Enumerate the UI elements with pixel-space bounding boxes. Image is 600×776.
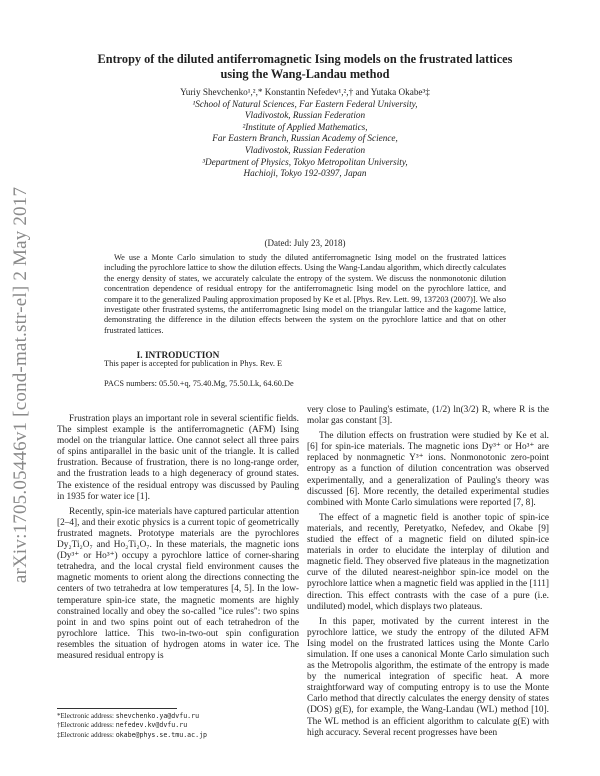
pacs-numbers: PACS numbers: 05.50.+q, 75.40.Mg, 75.50.Lk, 64.60.De [104, 379, 294, 388]
paragraph: The effect of a magnetic field is another topic of spin-ice materials, and recently, Peretyatko, Nefedev, and Okabe [9] studied the effect of a magnetic field on diluted spin-ice materials in order to elucidate the interplay of dilution and magnetic field. They observed five plateaus in the magnetization curve of the diluted nearest-neighbor spin-ice model on the pyrochlore lattice when a magnetic field was applied in the [111] direction. This effect contrasts with the case of a pure (i.e. undiluted) model, which displays two plateaus. [307, 512, 549, 612]
author-list: Yuriy Shevchenko¹,²,* Konstantin Nefedev¹,²,† and Yutaka Okabe³‡ [180, 87, 430, 97]
abstract-text: We use a Monte Carlo simulation to study the diluted antiferromagnetic Ising model on the frustrated lattices including the pyrochlore lattice to show the dilution effects. Using the Wang-Landau algorithm, which directly calculates the energy density of states, we accurately calculate the entropy of the system. We discuss the nonmonotonic dilution concentration dependence of residual entropy for the antiferromagnetic Ising model on the pyrochlore lattice, and compare it to the generalized Pauling approximation proposed by Ke et al. [Phys. Rev. Lett. 99, 137203 (2007)]. We also investigate other frustrated systems, the antiferromagnetic Ising model on the triangular lattice and the kagome lattice, demonstrating the difference in the dilution effects between the system on the pyrochlore lattice and that on other frustrated lattices. [104, 253, 507, 335]
section-heading-introduction: I. INTRODUCTION [136, 351, 220, 361]
paragraph: The dilution effects on frustration were studied by Ke et al. [6] for spin-ice materials. The magnetic ions Dy³⁺ or Ho³⁺ are replaced by nonmagnetic Y³⁺ ions. Nonmonotonic zero-point entropy as a function of dilution concentration was observed experimentally, and a generalization of Pauling's theory was discussed [6]. More recently, the detailed experimental studies combined with Monte Carlo simulations were reported [7, 8]. [307, 431, 549, 508]
arxiv-identifier: arXiv:1705.05446v1 [cond-mat.str-el] 2 May 2017 [10, 186, 31, 584]
right-column [307, 405, 549, 743]
affiliation-line: ²Institute of Applied Mathematics, [242, 121, 368, 132]
email-link[interactable]: shevchenko.ya@dvfu.ru [115, 712, 200, 720]
abstract [104, 253, 506, 336]
email-link[interactable]: okabe@phys.se.tmu.ac.jp [115, 730, 208, 739]
author-block [60, 87, 550, 180]
acceptance-note: This paper is accepted for publication in Phys. Rev. E [104, 359, 283, 368]
affiliation-line: Vladivostok, Russian Federation [244, 144, 366, 155]
footnote: ‡Electronic address: okabe@phys.se.tmu.ac.jp [57, 730, 208, 739]
dated-line: (Dated: July 23, 2018) [264, 238, 346, 248]
affiliation-line: ³Department of Physics, Tokyo Metropolitan University, [202, 156, 408, 167]
footnote: †Electronic address: nefedev.kv@dvfu.ru [57, 721, 188, 730]
email-link[interactable]: nefedev.kv@dvfu.ru [115, 721, 188, 730]
affiliation-line: Far Eastern Branch, Russian Academy of Science, [212, 133, 398, 144]
paragraph: very close to Pauling's estimate, (1/2) ln(3/2) R, where R is the molar gas constant [3]. [307, 405, 549, 427]
footnote-rule [57, 708, 177, 709]
affiliation-line: ¹School of Natural Sciences, Far Eastern Federal University, [192, 98, 418, 109]
paragraph: Frustration plays an important role in several scientific fields. The simplest example is the antiferromagnetic (AFM) Ising model on the triangular lattice. One cannot select all three pairs of spins antiparallel in the basic unit of the triangle. It is called frustration. Because of frustration, there is no long-range order, and the frustration leads to a high degeneracy of ground states. The existence of the residual entropy was discussed by Pauling in 1935 for water ice [1]. [57, 414, 299, 502]
paragraph: In this paper, motivated by the current interest in the pyrochlore lattice, we study the entropy of the diluted AFM Ising model on the frustrated lattices using the Monte Carlo simulation. If one uses a canonical Monte Carlo simulation such as the Metropolis algorithm, the estimate of the entropy is made by the numerical integration of specific heat. A more straightforward way of computing entropy is to use the Monte Carlo method that directly calculates the energy density of states (DOS) g(E), for example, the Wang-Landau (WL) method [10]. The WL method is an efficient algorithm to calculate g(E) with high accuracy. Several recent progresses have been [307, 616, 549, 738]
left-column [57, 414, 299, 666]
footnote: *Electronic address: shevchenko.ya@dvfu.ru [57, 712, 200, 720]
footnotes [57, 712, 299, 740]
paragraph: Recently, spin-ice materials have captured particular attention [2–4], and their exotic physics is a current topic of geometrically frustrated magnets. Prototype materials are the pyrochlores Dy₂Ti₂O₇ and Ho₂Ti₂O₇. In these materials, the magnetic ions (Dy³⁺ or Ho³⁺) occupy a pyrochlore lattice of corner-sharing tetrahedra, and the local crystal field environment causes the magnetic moments to orient along the directions connecting the centers of two tetrahedra at low temperatures [4, 5]. In the low-temperature spin-ice state, the magnetic moments are highly constrained locally and obey the so-called "ice rules": two spins point in and two spins point out of each tetrahedron of the pyrochlore lattice. This two-in-two-out spin configuration resembles the situation of hydrogen atoms in water ice. The measured residual entropy is [57, 506, 299, 661]
affiliation-line: Vladivostok, Russian Federation [244, 110, 366, 121]
title-line-1: Entropy of the diluted antiferromagnetic Ising models on the frustrated lattices [97, 52, 513, 66]
title-line-2: using the Wang-Landau method [220, 67, 390, 81]
paper-title [60, 52, 550, 82]
affiliation-line: Hachioji, Tokyo 192-0397, Japan [243, 168, 367, 179]
